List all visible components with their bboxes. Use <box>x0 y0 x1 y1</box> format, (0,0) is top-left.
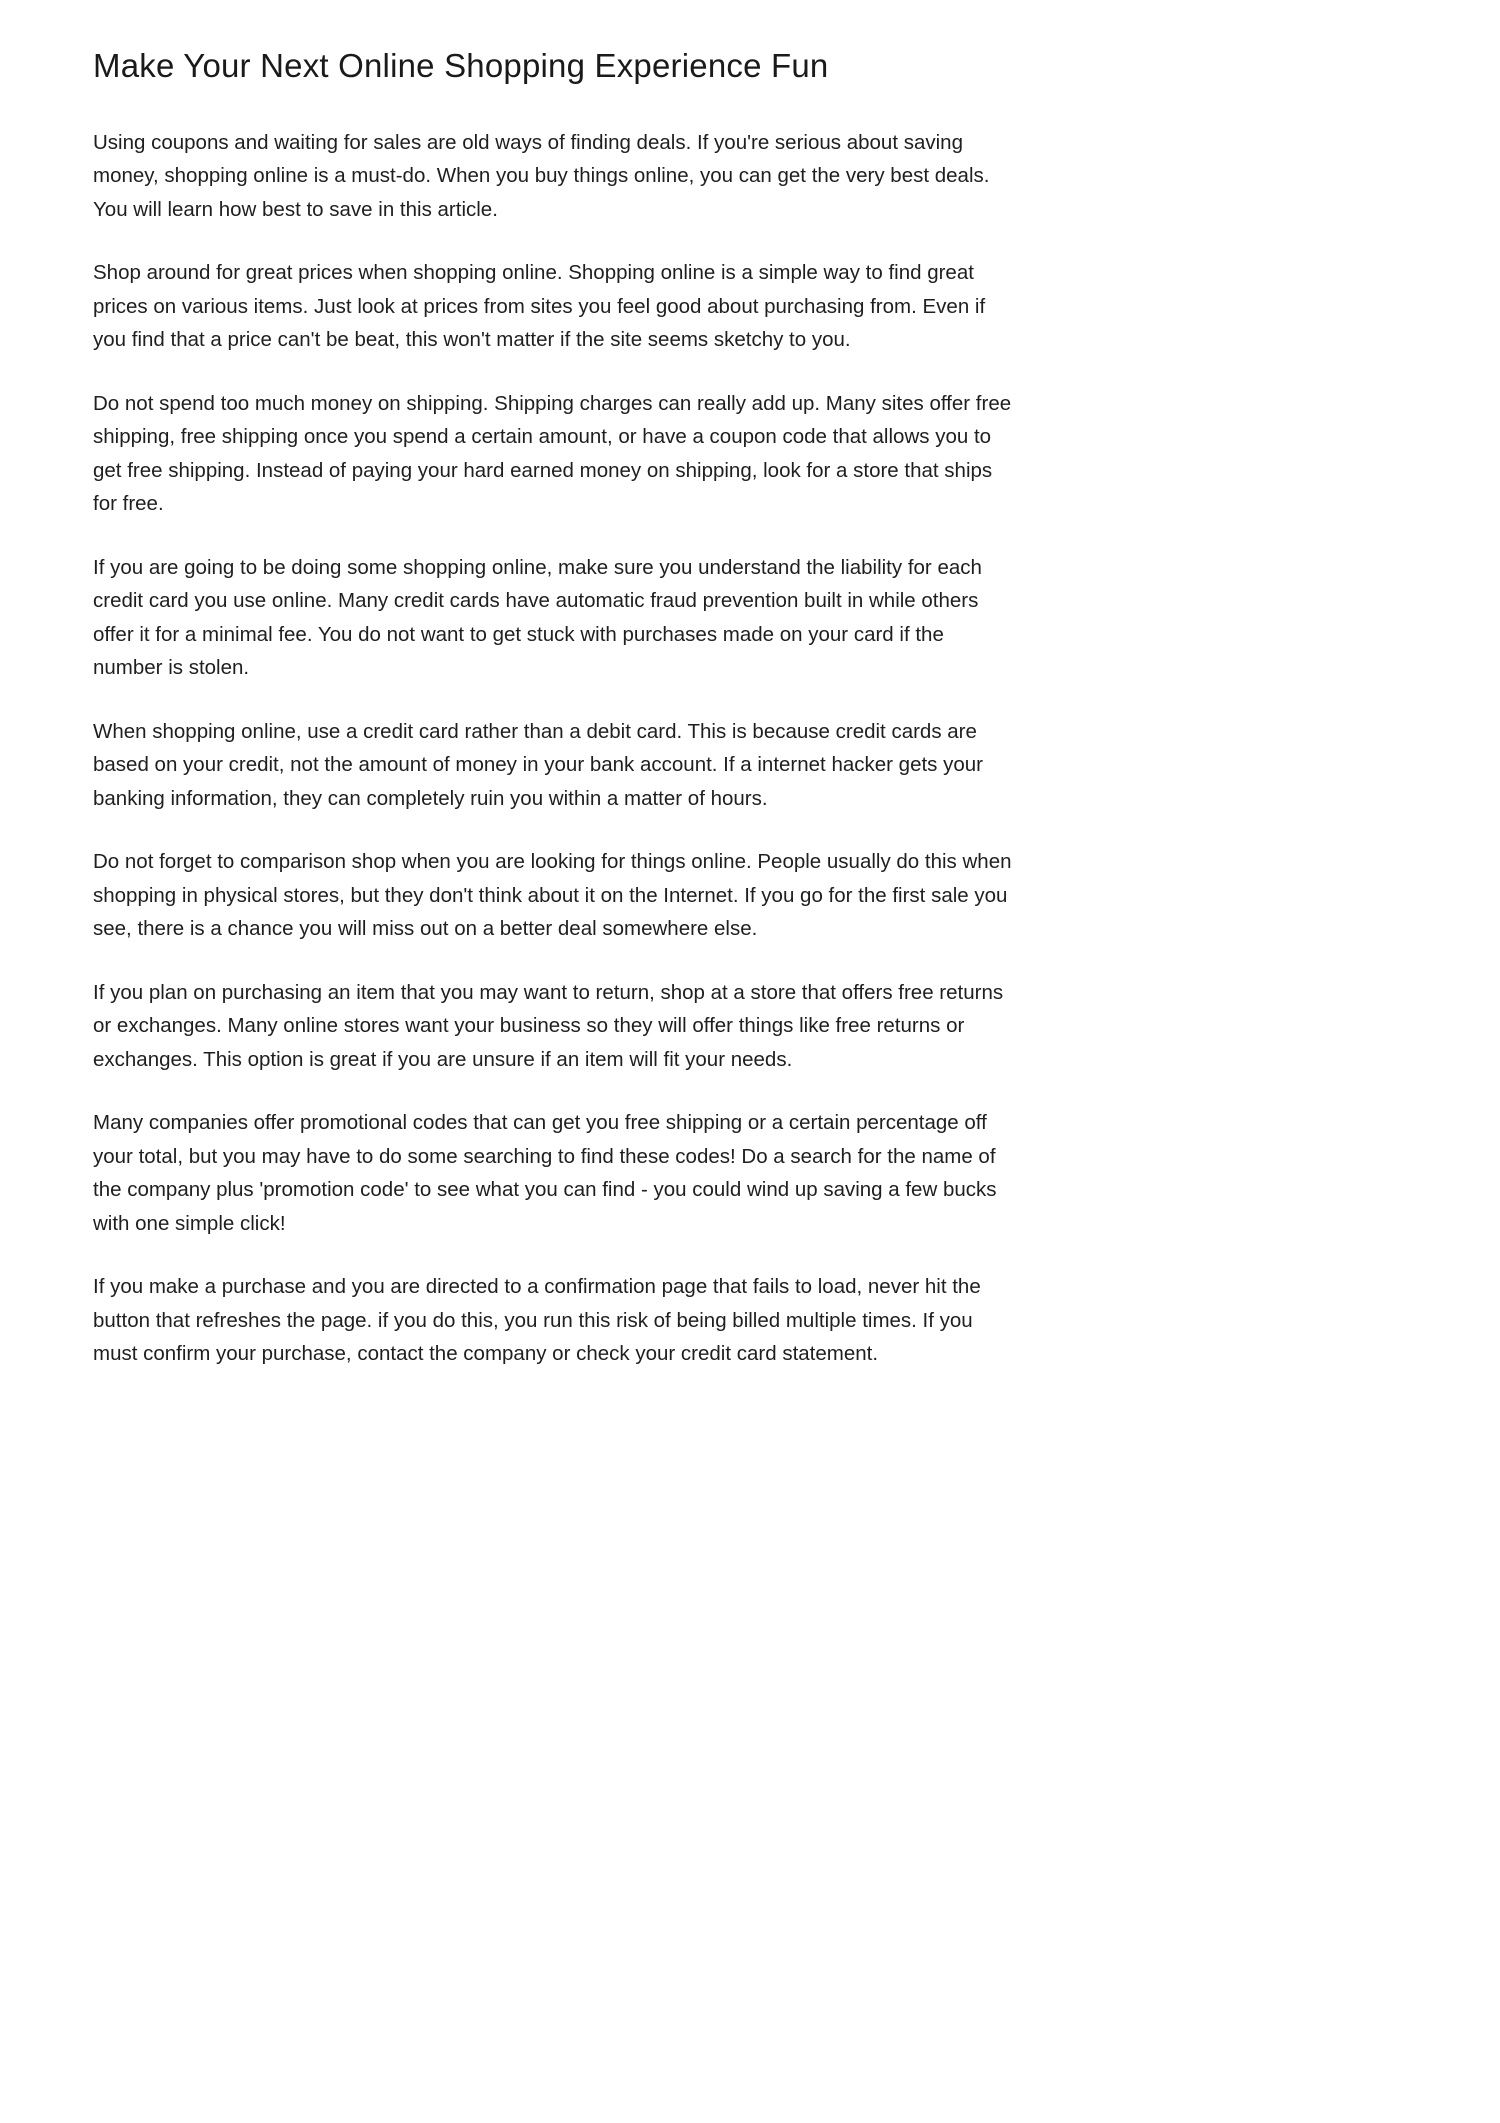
paragraph-credit-card-liability: If you are going to be doing some shopping online, make sure you understand the liability for each credit card you use online. Many credit cards have automatic fraud prevention built in while others offer it for a minimal fee. You do not want to get stuck with purchases made on your card if the number is stolen. <box>93 555 982 680</box>
paragraph-shop-around: Shop around for great prices when shopping online. Shopping online is a simple way to find great prices on various items. Just look at prices from sites you feel good about purchasing from. Even if you find that a price can't be beat, this won't matter if the site seems sketchy to you. <box>93 261 986 352</box>
paragraph-intro: Using coupons and waiting for sales are old ways of finding deals. If you're serious about saving money, shopping online is a must-do. When you buy things online, you can get the very best deals. You will learn how best to save in this article. <box>93 130 990 221</box>
page-title: Make Your Next Online Shopping Experience Fun <box>93 47 829 84</box>
paragraph-comparison-shop: Do not forget to comparison shop when you are looking for things online. People usually do this when shopping in physical stores, but they don't think about it on the Internet. If you go for the first sale you see, there is a chance you will miss out on a better deal somewhere else. <box>93 850 1012 941</box>
article-body <box>93 46 1015 1371</box>
paragraph-free-returns: If you plan on purchasing an item that you may want to return, shop at a store that offers free returns or exchanges. Many online stores want your business so they will offer things like free returns or exchanges. This option is great if you are unsure if an item will fit your needs. <box>93 980 1004 1071</box>
paragraph-shipping-costs: Do not spend too much money on shipping. Shipping charges can really add up. Many sites offer free shipping, free shipping once you spend a certain amount, or have a coupon code that allows you to get free shipping. Instead of paying your hard earned money on shipping, look for a store that ships for free. <box>93 391 1012 516</box>
paragraph-promo-codes: Many companies offer promotional codes that can get you free shipping or a certain percentage off your total, but you may have to do some searching to find these codes! Do a search for the name of the company plus 'promotion code' to see what you can find - you could wind up saving a few bucks with one simple click! <box>93 1111 997 1235</box>
paragraph-credit-vs-debit: When shopping online, use a credit card rather than a debit card. This is because credit cards are based on your credit, not the amount of money in your bank account. If a internet hacker gets your banking information, they can completely ruin you within a matter of hours. <box>93 719 983 810</box>
paragraph-confirmation-page: If you make a purchase and you are directed to a confirmation page that fails to load, never hit the button that refreshes the page. if you do this, you run this risk of being billed multiple times. If you must confirm your purchase, contact the company or check your credit card statement. <box>93 1275 981 1366</box>
